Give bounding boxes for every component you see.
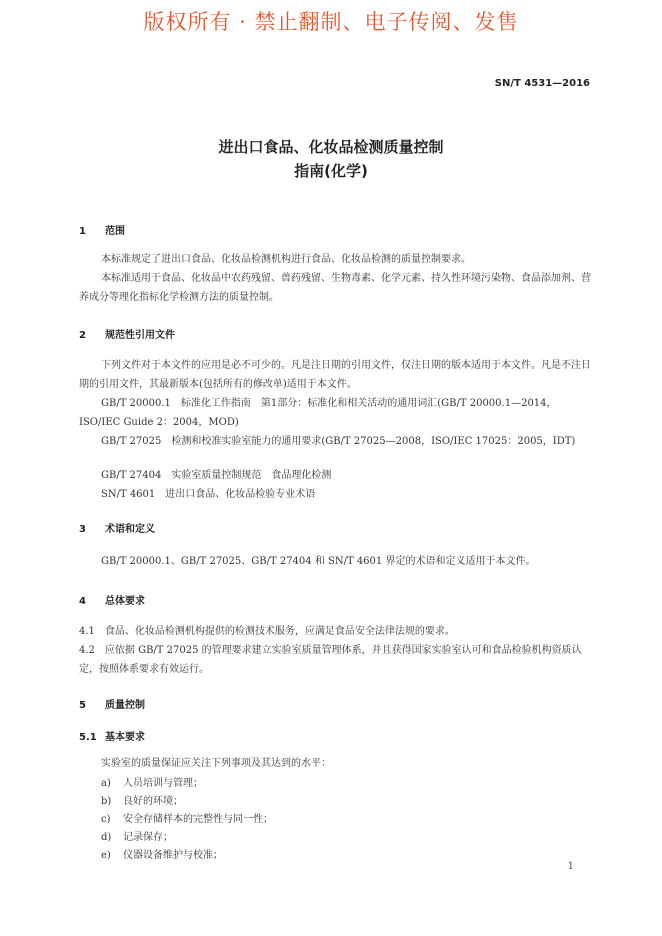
section-title: 范围	[105, 226, 125, 237]
reference-gbt-20000-1: GB/T 20000.1 标准化工作指南 第1部分：标准化和相关活动的通用词汇(GB/T 20000.1—2014，ISO/IEC Guide 2：2004，MOD)	[79, 398, 557, 428]
section-number: 2	[79, 330, 86, 341]
document-title-line1: 进出口食品、化妆品检测质量控制	[218, 138, 444, 156]
page-number: 1	[567, 861, 574, 872]
section-number: 1	[79, 226, 86, 237]
section-number: 5	[79, 700, 86, 711]
section-2-intro: 下列文件对于本文件的应用是必不可少的。凡是注日期的引用文件，仅注日期的版本适用于本文件。凡是不注日期的引用文件，其最新版本(包括所有的修改单)适用于本文件。	[79, 360, 591, 390]
section-5-heading	[79, 696, 145, 711]
document-title-line2: 指南(化学)	[294, 162, 368, 180]
list-item-label: d)	[101, 832, 112, 843]
section-number: 3	[79, 524, 86, 535]
list-item-label: e)	[101, 850, 111, 861]
section-2-heading	[79, 326, 175, 341]
section-title: 质量控制	[105, 700, 145, 711]
subsection-5-1-intro: 实验室的质量保证应关注下列事项及其达到的水平：	[101, 758, 331, 769]
clause-4-2: 4.2 应依据 GB/T 27025 的管理要求建立实验室质量管理体系，并且获得国家实验室认可和食品检验机构资质认定，按照体系要求有效运行。	[79, 645, 582, 675]
list-item-text: 人员培训与管理；	[123, 778, 203, 789]
list-item	[101, 846, 223, 861]
clause-4-1: 4.1 食品、化妆品检测机构提供的检测技术服务，应满足食品安全法律法规的要求。	[79, 626, 455, 637]
section-1-heading	[79, 222, 125, 237]
section-title: 总体要求	[105, 596, 145, 607]
reference-snt-4601: SN/T 4601 进出口食品、化妆品检验专业术语	[101, 489, 316, 500]
subsection-5-1-heading	[79, 728, 145, 743]
standard-number: SN/T 4531—2016	[494, 78, 590, 89]
section-title: 规范性引用文件	[105, 330, 175, 341]
section-title: 术语和定义	[105, 524, 155, 535]
list-item	[101, 792, 183, 807]
list-item	[101, 774, 203, 789]
reference-gbt-27404: GB/T 27404 实验室质量控制规范 食品理化检测	[101, 470, 332, 481]
subsection-number: 5.1	[79, 732, 97, 743]
section-4-heading	[79, 592, 145, 607]
list-item-label: b)	[101, 796, 112, 807]
list-item-text: 记录保存；	[123, 832, 173, 843]
watermark-banner: 版权所有 · 禁止翻制、电子传阅、发售	[143, 10, 519, 34]
section-1-paragraph-2: 本标准适用于食品、化妆品中农药残留、兽药残留、生物毒素、化学元素、持久性环境污染物、食品添加剂、营养成分等理化指标化学检测方法的质量控制。	[79, 273, 591, 303]
section-1-paragraph-1: 本标准规定了进出口食品、化妆品检测机构进行食品、化妆品检测的质量控制要求。	[101, 254, 471, 265]
section-3-paragraph: GB/T 20000.1、GB/T 27025、GB/T 27404 和 SN/T 4601 界定的术语和定义适用于本文件。	[101, 556, 536, 567]
list-item	[101, 828, 173, 843]
list-item-text: 仪器设备维护与校准；	[123, 850, 223, 861]
section-3-heading	[79, 520, 155, 535]
list-item-text: 安全存储样本的完整性与同一性；	[123, 814, 273, 825]
list-item-label: a)	[101, 778, 111, 789]
list-item-text: 良好的环境；	[123, 796, 183, 807]
reference-gbt-27025: GB/T 27025 检测和校准实验室能力的通用要求(GB/T 27025—2008，ISO/IEC 17025：2005，IDT)	[101, 436, 576, 447]
list-item-label: c)	[101, 814, 111, 825]
section-number: 4	[79, 596, 86, 607]
subsection-title: 基本要求	[105, 732, 145, 743]
list-item	[101, 810, 273, 825]
